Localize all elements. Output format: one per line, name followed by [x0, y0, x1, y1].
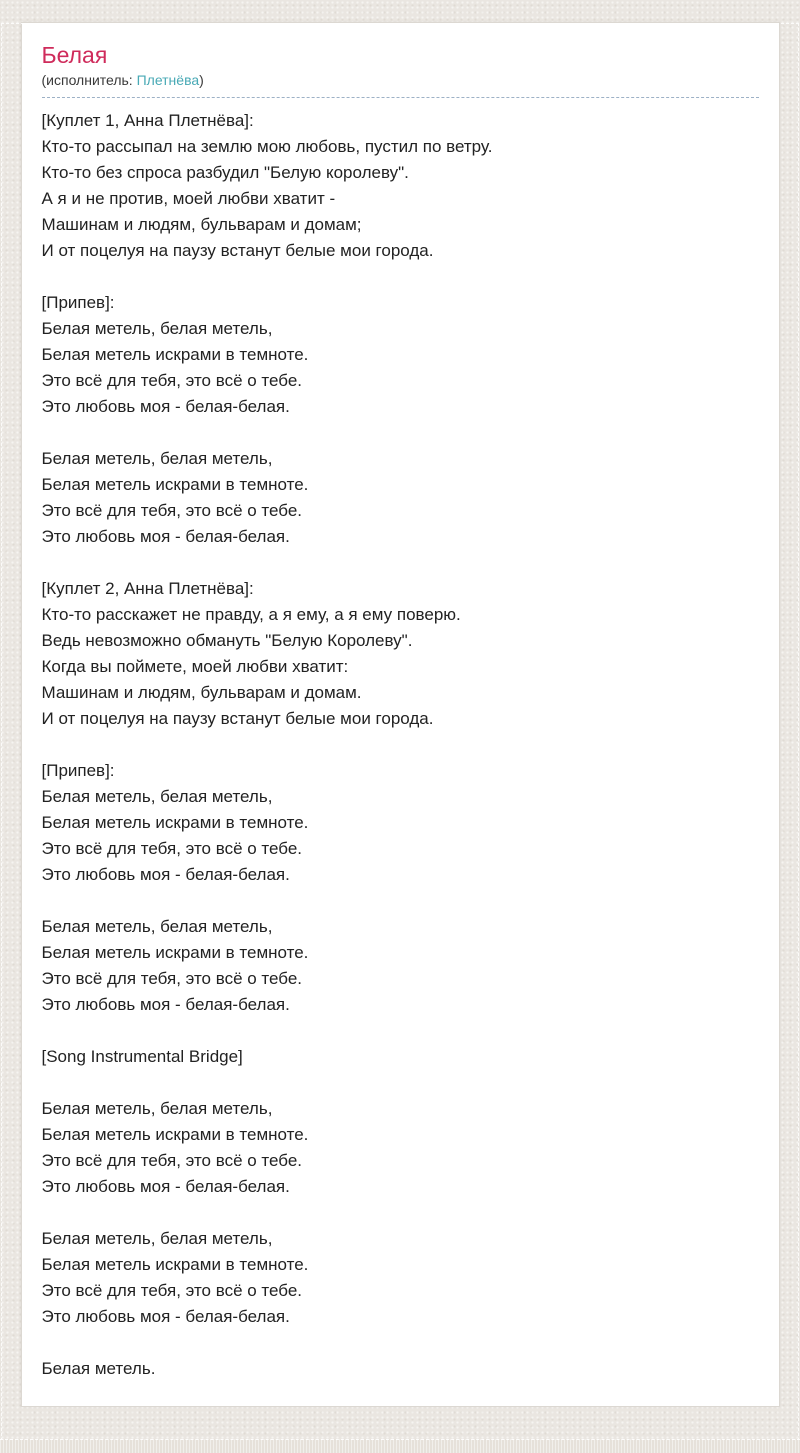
lyric-line: Это всё для тебя, это всё о тебе. — [41, 1151, 303, 1170]
lyric-line: А я и не против, моей любви хватит - — [41, 189, 336, 208]
lyric-line: Белая метель искрами в темноте. — [41, 345, 309, 364]
lyric-line: Белая метель искрами в темноте. — [41, 475, 309, 494]
lyric-line: Белая метель, белая метель, — [41, 319, 273, 338]
artist-meta-line — [42, 71, 759, 90]
lyric-line: Это любовь моя - белая-белая. — [41, 1177, 290, 1196]
stanza — [42, 1096, 759, 1200]
lyric-line: Кто-то расскажет не правду, а я ему, а я ему поверю. — [41, 605, 461, 624]
lyrics — [42, 108, 759, 1382]
lyric-line: Когда вы поймете, моей любви хватит: — [41, 657, 349, 676]
lyric-line: Белая метель, белая метель, — [41, 1229, 273, 1248]
lyric-line: Машинам и людям, бульварам и домам. — [41, 683, 362, 702]
stanza — [42, 446, 759, 550]
lyric-line: Это любовь моя - белая-белая. — [41, 995, 290, 1014]
artist-meta-prefix: (исполнитель: — [41, 72, 137, 88]
lyric-line: Белая метель. — [41, 1359, 156, 1378]
lyric-line: Это любовь моя - белая-белая. — [41, 1307, 290, 1326]
dashed-separator — [42, 97, 759, 98]
stanza — [42, 1356, 759, 1382]
lyric-line: Машинам и людям, бульварам и домам; — [41, 215, 362, 234]
lyric-line: Это всё для тебя, это всё о тебе. — [41, 839, 303, 858]
lyric-line: Это любовь моя - белая-белая. — [41, 397, 290, 416]
stanza — [42, 1226, 759, 1330]
stanza — [42, 758, 759, 888]
lyric-line: Это любовь моя - белая-белая. — [41, 527, 290, 546]
lyric-line: Это всё для тебя, это всё о тебе. — [41, 1281, 303, 1300]
lyric-line: Это всё для тебя, это всё о тебе. — [41, 501, 303, 520]
lyric-line: [Куплет 1, Анна Плетнёва]: — [41, 111, 254, 130]
lyric-line: Это всё для тебя, это всё о тебе. — [41, 371, 303, 390]
lyric-line: [Куплет 2, Анна Плетнёва]: — [41, 579, 254, 598]
lyric-line: [Припев]: — [41, 293, 115, 312]
lyric-line: [Припев]: — [41, 761, 115, 780]
footer-texture — [0, 1439, 800, 1453]
lyric-line: И от поцелуя на паузу встанут белые мои города. — [41, 241, 434, 260]
lyric-line: Это всё для тебя, это всё о тебе. — [41, 969, 303, 988]
lyric-line: Белая метель, белая метель, — [41, 449, 273, 468]
lyric-line: Белая метель искрами в темноте. — [41, 1255, 309, 1274]
lyric-line: Белая метель, белая метель, — [41, 787, 273, 806]
lyric-line: Белая метель, белая метель, — [41, 1099, 273, 1118]
stanza — [42, 108, 759, 264]
lyric-line: Кто-то рассыпал на землю мою любовь, пустил по ветру. — [41, 137, 493, 156]
page-title: Белая — [41, 42, 108, 68]
stanza — [42, 914, 759, 1018]
lyric-line: Белая метель искрами в темноте. — [41, 813, 309, 832]
lyric-line: Белая метель, белая метель, — [41, 917, 273, 936]
lyric-line: Это любовь моя - белая-белая. — [41, 865, 290, 884]
lyric-line: Кто-то без спроса разбудил "Белую королеву". — [41, 163, 409, 182]
lyric-line: [Song Instrumental Bridge] — [41, 1047, 243, 1066]
lyric-line: Белая метель искрами в темноте. — [41, 943, 309, 962]
lyric-line: И от поцелуя на паузу встанут белые мои города. — [41, 709, 434, 728]
artist-meta-suffix: ) — [199, 72, 204, 88]
lyric-line: Белая метель искрами в темноте. — [41, 1125, 309, 1144]
stanza — [42, 1044, 759, 1070]
stanza — [42, 290, 759, 420]
stanza — [42, 576, 759, 732]
artist-link[interactable]: Плетнёва — [136, 72, 200, 88]
lyric-line: Ведь невозможно обмануть "Белую Королеву". — [41, 631, 413, 650]
lyrics-card — [21, 22, 780, 1407]
